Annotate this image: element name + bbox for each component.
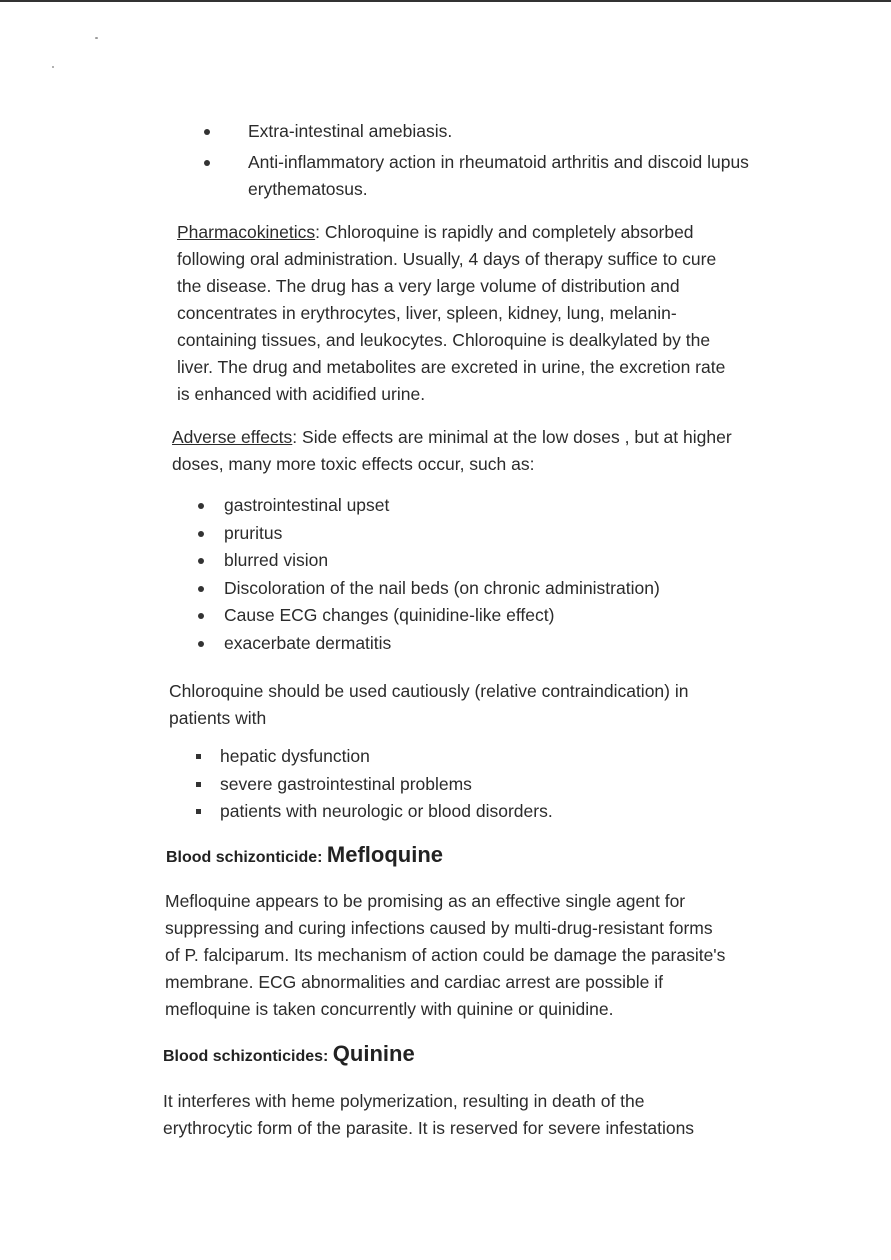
top-edge-line	[0, 0, 891, 2]
bullet-icon	[198, 503, 204, 509]
scan-speck	[52, 66, 54, 68]
bullet-icon	[204, 160, 210, 166]
paragraph-line: doses, many more toxic effects occur, such as:	[172, 454, 535, 474]
list-item-text-continued: erythematosus.	[248, 179, 368, 199]
square-bullet-icon	[196, 782, 201, 787]
mefloquine-paragraph	[165, 888, 825, 1023]
paragraph-line: : Side effects are minimal at the low doses , but at higher	[292, 427, 732, 447]
paragraph-line: is enhanced with acidified urine.	[177, 384, 426, 404]
list-item: Discoloration of the nail beds (on chronic administration)	[190, 575, 830, 603]
scan-speck	[95, 37, 98, 39]
paragraph-line: following oral administration. Usually, 4 days of therapy suffice to cure	[177, 249, 717, 269]
bullet-icon	[198, 586, 204, 592]
bullet-icon	[198, 613, 204, 619]
paragraph-line: of P. falciparum. Its mechanism of action could be damage the parasite's	[165, 945, 726, 965]
adverse-effects-paragraph	[172, 424, 812, 478]
bullet-icon	[204, 129, 210, 135]
pharmacokinetics-paragraph	[177, 219, 817, 408]
mefloquine-heading: Blood schizonticide: Mefloquine	[166, 842, 443, 867]
paragraph-line: Mefloquine appears to be promising as an effective single agent for	[165, 891, 686, 911]
list-item	[196, 149, 836, 204]
caution-list	[188, 743, 828, 826]
bullet-icon	[198, 531, 204, 537]
bullet-icon	[198, 558, 204, 564]
paragraph-line: concentrates in erythrocytes, liver, spleen, kidney, lung, melanin-	[177, 303, 677, 323]
list-item: patients with neurologic or blood disorders.	[188, 798, 828, 826]
list-item: Cause ECG changes (quinidine-like effect)	[190, 602, 830, 630]
list-item: pruritus	[190, 520, 830, 548]
quinine-paragraph	[163, 1088, 823, 1142]
paragraph-line: : Chloroquine is rapidly and completely absorbed	[315, 222, 694, 242]
paragraph-line: Chloroquine should be used cautiously (relative contraindication) in	[169, 681, 689, 701]
list-item	[196, 118, 836, 146]
list-item: severe gastrointestinal problems	[188, 771, 828, 799]
top-bullet-list	[196, 118, 836, 204]
caution-paragraph	[169, 678, 809, 732]
paragraph-line: containing tissues, and leukocytes. Chloroquine is dealkylated by the	[177, 330, 711, 350]
bullet-icon	[198, 641, 204, 647]
paragraph-line: liver. The drug and metabolites are excreted in urine, the excretion rate	[177, 357, 726, 377]
paragraph-line: the disease. The drug has a very large volume of distribution and	[177, 276, 680, 296]
paragraph-line: mefloquine is taken concurrently with quinine or quinidine.	[165, 999, 614, 1019]
paragraph-line: erythrocytic form of the parasite. It is reserved for severe infestations	[163, 1118, 695, 1138]
list-item: hepatic dysfunction	[188, 743, 828, 771]
paragraph-line: membrane. ECG abnormalities and cardiac arrest are possible if	[165, 972, 663, 992]
paragraph-line: suppressing and curing infections caused by multi-drug-resistant forms	[165, 918, 713, 938]
pharmacokinetics-heading: Pharmacokinetics	[177, 222, 316, 242]
list-item-text: Anti-inflammatory action in rheumatoid arthritis and discoid lupus	[248, 151, 749, 172]
square-bullet-icon	[196, 809, 201, 814]
square-bullet-icon	[196, 754, 201, 759]
paragraph-line: patients with	[169, 708, 267, 728]
list-item: gastrointestinal upset	[190, 492, 830, 520]
adverse-effects-list	[190, 492, 830, 657]
list-item-text: Extra-intestinal amebiasis.	[248, 121, 453, 141]
paragraph-line: It interferes with heme polymerization, resulting in death of the	[163, 1091, 645, 1111]
adverse-effects-heading: Adverse effects	[172, 427, 293, 447]
list-item: exacerbate dermatitis	[190, 630, 830, 658]
quinine-heading: Blood schizonticides: Quinine	[163, 1041, 415, 1066]
list-item: blurred vision	[190, 547, 830, 575]
